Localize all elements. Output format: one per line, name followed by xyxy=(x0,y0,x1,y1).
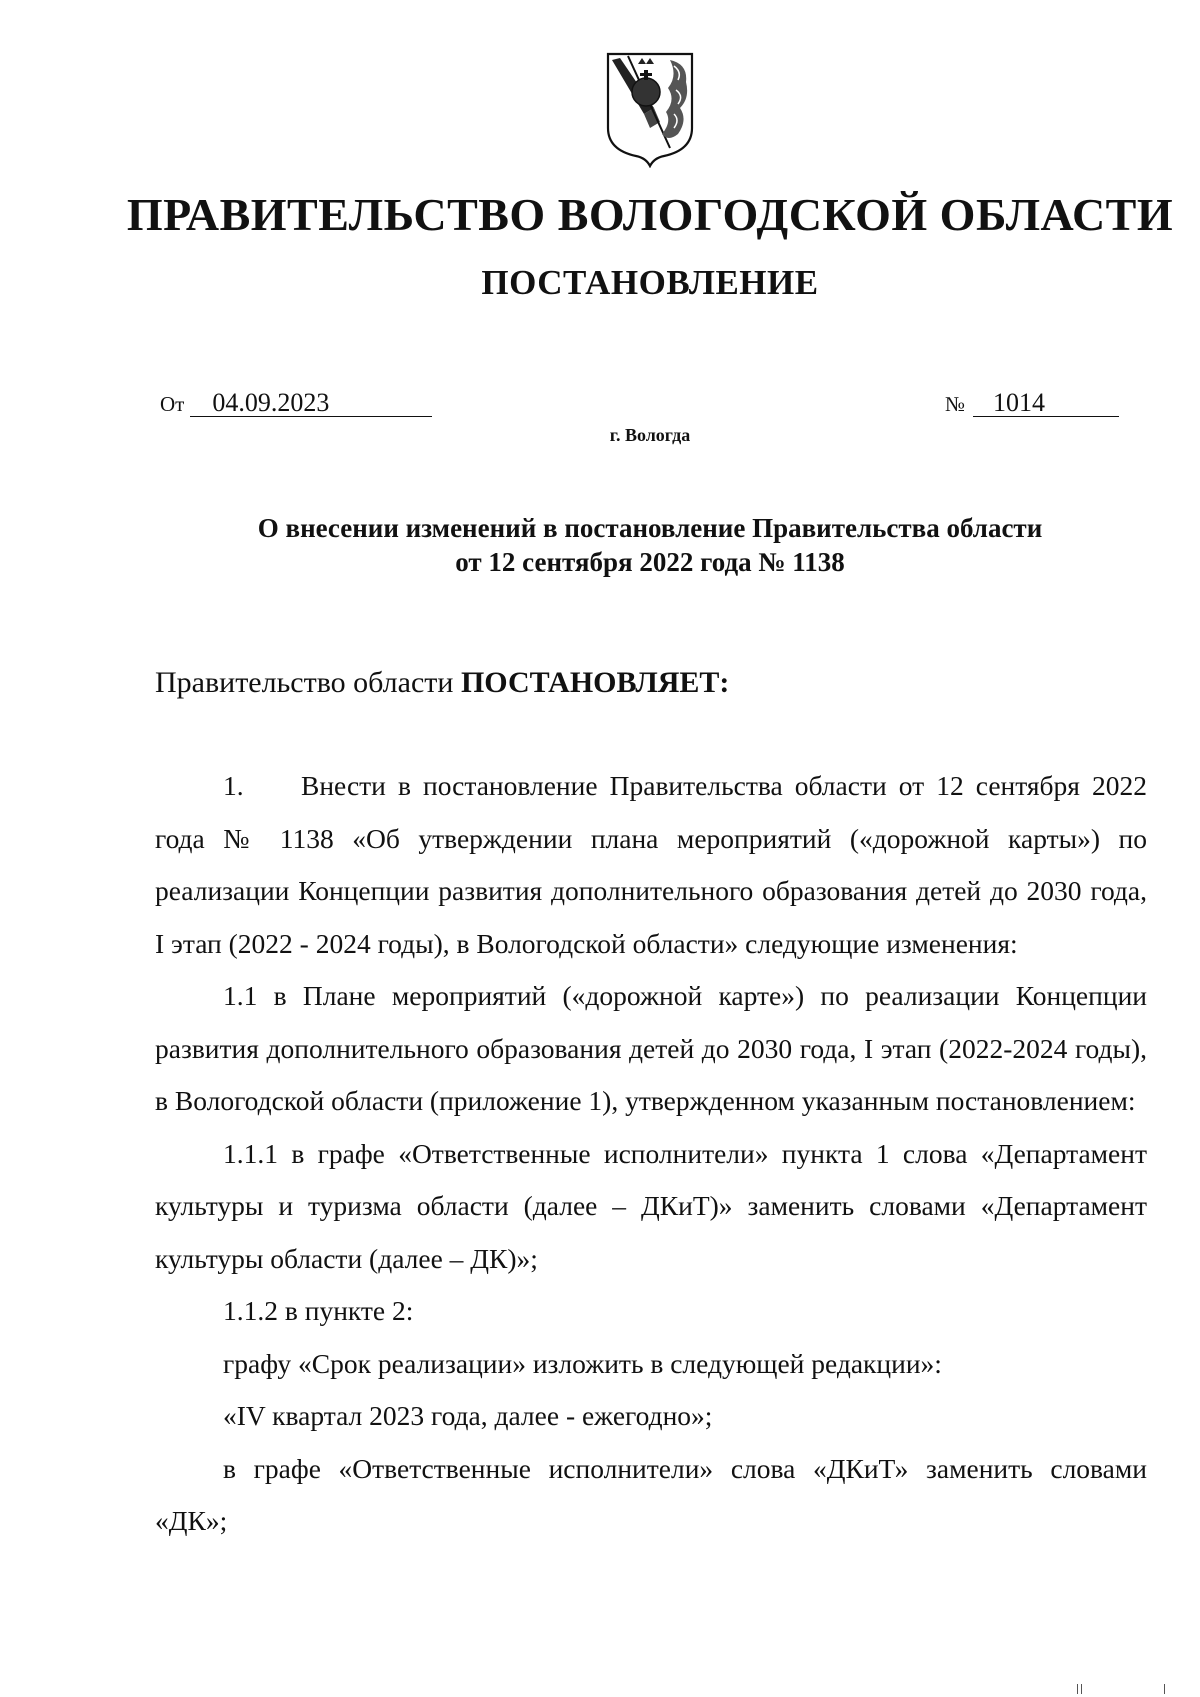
document-body xyxy=(155,760,1147,1548)
number-value: 1014 xyxy=(973,390,1119,417)
document-type: ПОСТАНОВЛЕНИЕ xyxy=(481,263,819,302)
paragraph-1-number: 1. xyxy=(223,770,244,801)
government-title: ПРАВИТЕЛЬСТВО ВОЛОГОДСКОЙ ОБЛАСТИ xyxy=(126,189,1174,240)
paragraph-2: 1.1 в Плане мероприятий («дорожной карте») по реализации Концепции развития дополнительного образования детей до 2030 года, I этап (2022-2024 годы), в Вологодской области (приложение 1), утвержденном указанным постановлением: xyxy=(155,980,1147,1116)
paragraph-1-text: Внести в постановление Правительства области от 12 сентября 2022 года № 1138 «Об утверждении плана мероприятий («дорожной карты») по реализации Концепции развития дополнительного образования детей до 2030 года, I этап (2022 - 2024 годы), в Вологодской области» следующие изменения: xyxy=(155,770,1147,959)
paragraph-1 xyxy=(155,760,1147,970)
coat-of-arms-icon xyxy=(604,50,696,168)
document-subject xyxy=(0,511,1200,579)
number-prefix: № xyxy=(945,392,966,416)
number-field xyxy=(945,390,1119,418)
paragraph-5: графу «Срок реализации» изложить в следующей редакции»: xyxy=(223,1347,942,1379)
paragraph-4: 1.1.2 в пункте 2: xyxy=(223,1295,414,1326)
scan-artifact xyxy=(1164,1684,1165,1694)
paragraph-3: 1.1.1 в графе «Ответственные исполнители» пункта 1 слова «Департамент культуры и туризма области (далее – ДКиТ)» заменить словами «Департамент культуры области (далее – ДК)»; xyxy=(155,1137,1147,1274)
date-prefix: От xyxy=(160,392,185,416)
decree-keyword: ПОСТАНОВЛЯЕТ: xyxy=(460,666,730,699)
scan-artifact xyxy=(1077,1684,1078,1694)
subject-line-1: О внесении изменений в постановление Правительства области xyxy=(257,513,1043,543)
subject-line-2: от 12 сентября 2022 года № 1138 xyxy=(455,547,845,577)
city-label: г. Вологда xyxy=(609,425,691,445)
paragraph-6: «IV квартал 2023 года, далее - ежегодно»; xyxy=(223,1400,713,1431)
decree-lead: Правительство области xyxy=(155,666,461,699)
paragraph-7: в графе «Ответственные исполнители» слова «ДКиТ» заменить словами «ДК»; xyxy=(155,1452,1147,1536)
date-value: 04.09.2023 xyxy=(190,390,432,417)
decree-statement xyxy=(155,666,729,700)
date-field xyxy=(160,390,432,418)
scan-artifact xyxy=(1081,1684,1082,1694)
